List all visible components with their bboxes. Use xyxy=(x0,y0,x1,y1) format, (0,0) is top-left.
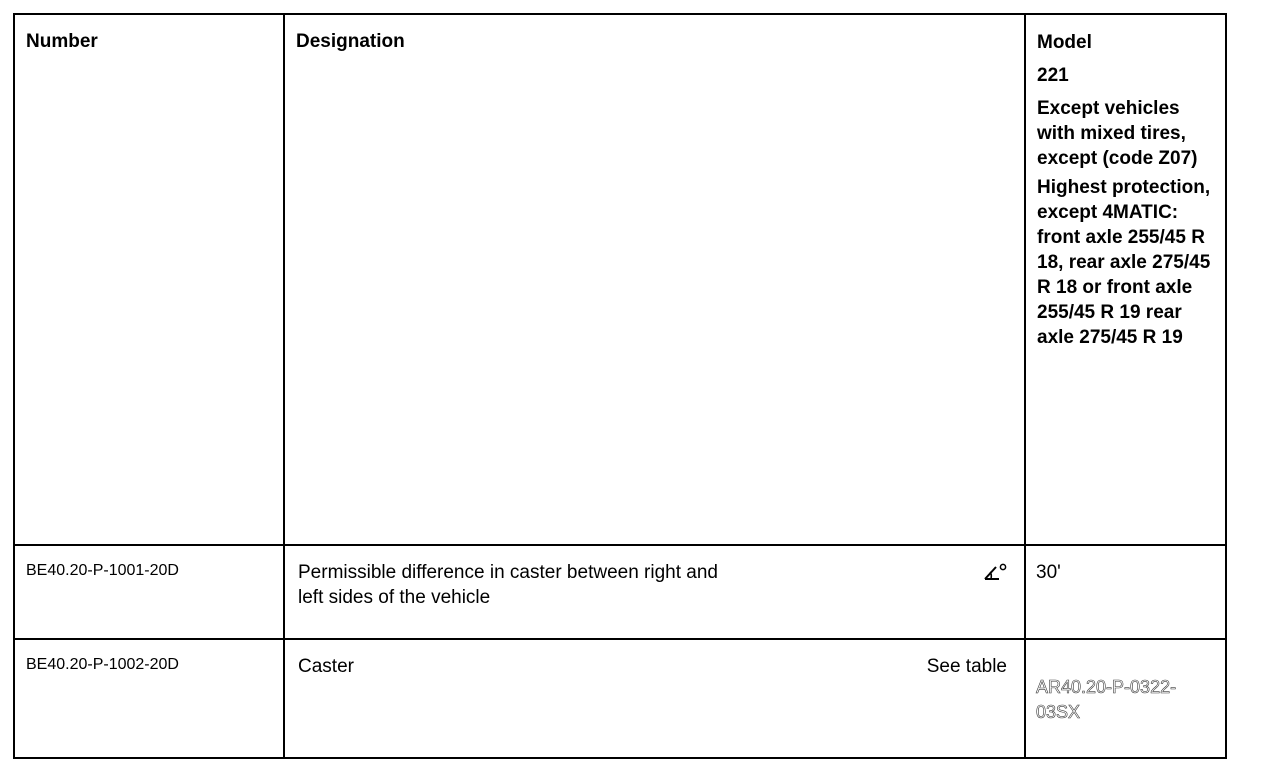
reference-link[interactable]: AR40.20-P-0322-03SX xyxy=(1036,677,1177,722)
header-model-code: 221 xyxy=(1037,65,1069,86)
header-number-label: Number xyxy=(26,31,98,52)
row-number-cell xyxy=(14,639,284,758)
row-number-cell xyxy=(14,545,284,639)
header-designation-label: Designation xyxy=(296,31,405,52)
row-number: BE40.20-P-1002-20D xyxy=(26,656,179,673)
row-designation: Caster xyxy=(298,656,354,677)
table-header-row xyxy=(14,14,1226,545)
header-model-label: Model xyxy=(1037,32,1092,53)
specification-table xyxy=(13,13,1227,759)
row-designation: Permissible difference in caster between right and left sides of the vehicle xyxy=(298,562,718,608)
row-value: 30' xyxy=(1036,562,1061,583)
table-row xyxy=(14,639,1226,758)
header-model-condition-1: Except vehicles with mixed tires, except (code Z07) xyxy=(1037,98,1198,169)
row-designation-cell xyxy=(284,639,1025,758)
row-value-cell xyxy=(1025,639,1226,758)
header-designation xyxy=(284,14,1025,545)
header-model xyxy=(1025,14,1226,545)
header-model-condition-2: Highest protection, except 4MATIC: front axle 255/45 R 18, rear axle 275/45 R 18 or front axle 255/45 R 19 rear axle 275/45 R 19 xyxy=(1037,177,1211,348)
table-row xyxy=(14,545,1226,639)
row-number: BE40.20-P-1001-20D xyxy=(26,562,179,579)
row-value-cell xyxy=(1025,545,1226,639)
see-table-note: See table xyxy=(926,656,1007,677)
angle-degree-icon xyxy=(983,562,1007,582)
header-number xyxy=(14,14,284,545)
row-designation-cell xyxy=(284,545,1025,639)
